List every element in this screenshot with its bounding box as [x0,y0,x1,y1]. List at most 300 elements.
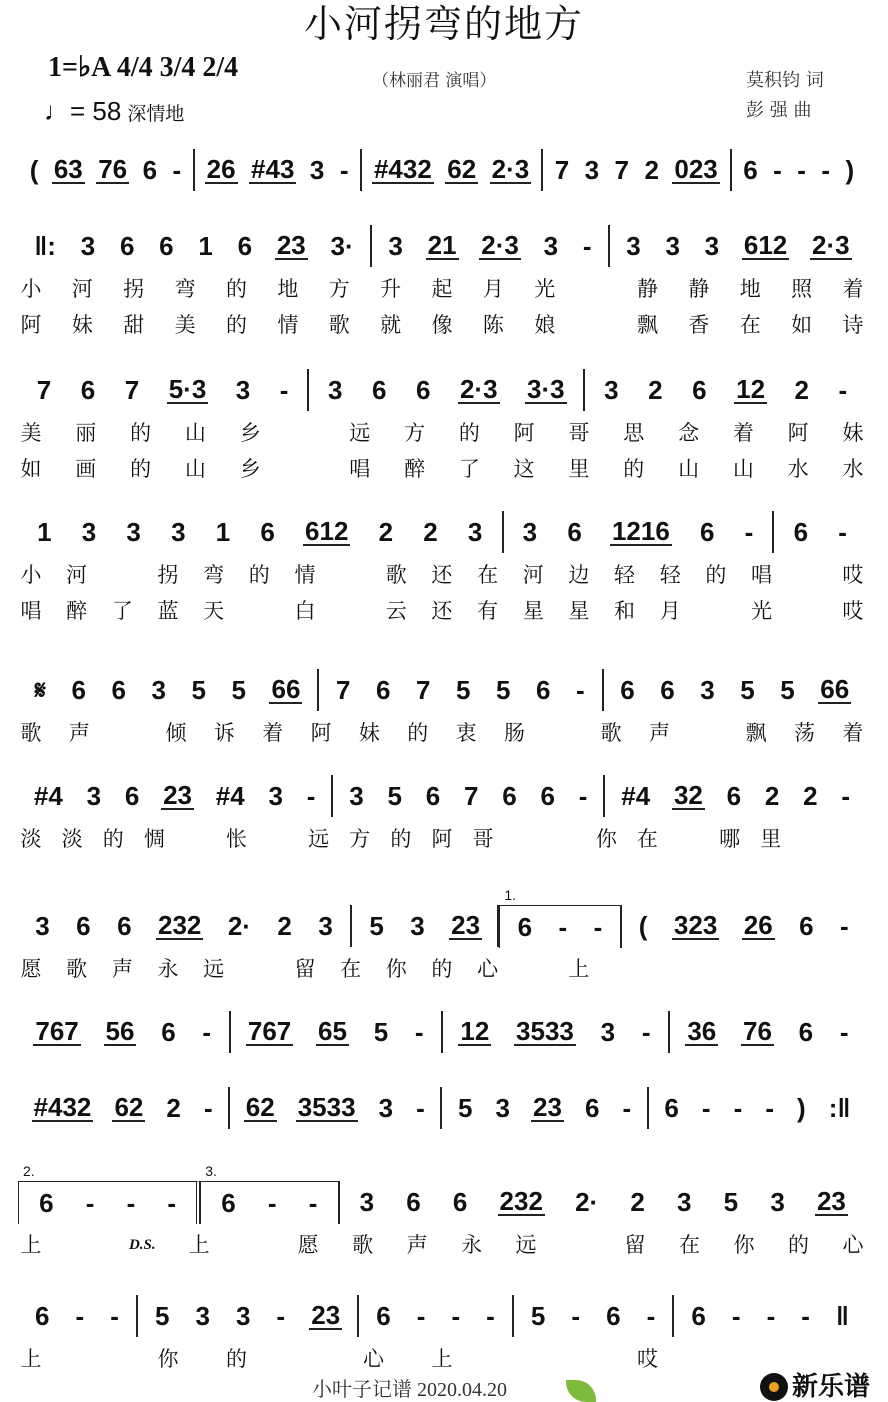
lyric-syllable [74,1230,96,1260]
lyric-syllable: 美 [174,313,196,337]
note: 3 [35,911,50,941]
lyric-syllable [697,718,719,748]
key-signature [48,52,238,84]
note: 6 [540,781,555,811]
note: 66 [820,674,850,704]
measure [18,369,309,411]
note: - [126,1187,136,1218]
lyric-syllable: 蓝 [157,599,179,623]
lyric-syllable: 里 [568,457,590,481]
lyric-syllable: 就 [380,313,402,337]
note: 6 [606,1301,621,1331]
note: 6 [376,1301,391,1331]
lyric-syllable: 上 [188,1233,210,1257]
measure [18,225,372,267]
lyric-syllable: 有 [477,599,499,623]
lyric-syllable [796,596,818,626]
note: - [765,1093,774,1123]
lyric-syllable: 的 [407,721,429,745]
measure [514,1295,674,1337]
note: 6 [517,911,533,942]
tempo-marking [44,96,184,130]
note: - [110,1301,119,1331]
lyric-syllable: 愿 [20,957,42,981]
lyric-syllable: 心 [842,1233,864,1257]
staff-system [18,1162,866,1260]
note: - [821,155,831,185]
measure [670,1011,866,1053]
lyric-syllable: 思 [623,421,645,445]
lyric-syllable: 上 [20,1233,42,1257]
note: 6 [161,1017,176,1047]
lyric-syllable: 阿 [513,421,535,445]
measure [309,369,585,411]
lyric-syllable: 起 [431,277,453,301]
notes-row [18,886,866,948]
note: 2 [794,375,810,405]
lyric-syllable: 拐 [157,563,179,587]
lyrics-row [18,560,866,590]
note: - [306,781,316,811]
lyric-syllable: 在 [636,827,658,851]
note: 5 [457,1093,473,1123]
lyrics-row [18,310,866,340]
lyric-syllable: 河 [71,277,93,301]
lyric-syllable: 河 [522,563,544,587]
note: #432 [373,154,432,184]
notes-row [18,668,866,712]
lyric-syllable [705,1344,727,1374]
lyrics-row [18,954,866,984]
lyric-syllable: 升 [380,277,402,301]
measure [674,1295,866,1337]
note: 1 [198,231,213,261]
note: - [451,1301,461,1331]
lyric-syllable: 歌 [328,313,350,337]
lyric-syllable [340,560,362,590]
lyric-syllable [614,954,636,984]
staff-system [18,510,866,626]
measure [362,149,543,191]
staff-system [18,774,866,854]
note: 2 [630,1187,645,1217]
lyric-syllable: 乡 [239,421,261,445]
lyrics-row [18,454,866,484]
lyric-syllable: 里 [760,827,782,851]
lyric-syllable: 光 [751,599,772,623]
note: 7 [416,675,431,705]
lyric-syllable: 歌 [66,957,88,981]
lyric-syllable: 阿 [431,827,453,851]
lyric-syllable: 乡 [239,457,261,481]
note: - [593,911,603,942]
lyrics-row [18,824,866,854]
note: 612 [305,516,349,546]
note: 6 [406,1187,421,1217]
lyric-syllable: 白 [294,599,316,623]
note: 3 [80,231,96,261]
note: #4 [621,781,651,811]
notes-row [18,148,866,192]
lyric-syllable: 着 [732,421,754,445]
lyric-syllable [705,596,727,626]
note: 36 [687,1016,717,1046]
lyric-syllable: 唱 [20,599,42,623]
lyric-syllable: 妹 [358,721,380,745]
time-signatures: 4/4 3/4 2/4 [116,52,239,83]
lyric-syllable: 山 [732,457,754,481]
note: 3 [86,781,102,811]
note: - [167,1187,177,1218]
note: 6 [111,675,126,705]
note: - [75,1301,85,1331]
note: 5 [231,675,246,705]
note: 3 [349,781,364,811]
note: 6 [452,1187,468,1217]
note: 3 [388,231,403,261]
lyric-syllable [751,954,773,984]
note: ‖: [34,231,56,261]
logo [760,1372,870,1402]
note: 7 [554,155,570,185]
note: 6 [567,517,582,547]
measure [138,1295,359,1337]
measure [585,369,866,411]
lyric-syllable: 歌 [385,563,407,587]
lyric-syllable [294,1344,316,1374]
note: - [733,1093,743,1123]
note: 6 [237,231,253,261]
lyric-syllable [248,596,270,626]
note: 5 [456,675,471,705]
lyric-syllable: 永 [461,1233,483,1257]
lyric-syllable: 愿 [297,1233,319,1257]
note: 62 [114,1092,144,1122]
lyric-syllable: 的 [226,1347,247,1371]
key: 1=♭A [48,52,110,83]
volta-bracket: 2. [23,1162,35,1179]
lyric-syllable: 的 [102,827,124,851]
lyric-syllable [267,824,289,854]
lyric-syllable: 情 [277,313,299,337]
lyric-syllable [111,560,133,590]
lyric-syllable: 香 [688,313,710,337]
measure [622,905,866,947]
note: 023 [674,154,718,184]
note: 3 [626,231,641,261]
lyric-syllable: 这 [513,457,535,481]
note: 612 [743,230,788,260]
note: 3 [309,155,325,185]
staff-system [18,368,866,484]
lyric-syllable: 了 [458,457,480,481]
note: ( [638,911,648,941]
note: 23 [816,1186,846,1216]
note: #432 [33,1092,92,1122]
measure [359,1295,514,1337]
note: 6 [584,1093,600,1123]
measure [442,1087,648,1129]
lyric-syllable [554,824,576,854]
note: 2 [423,517,438,547]
lyric-syllable: 陈 [482,313,504,337]
note: 5 [369,911,384,941]
note: 1 [37,517,52,547]
measure [352,905,499,947]
lyric-syllable: 淡 [20,827,42,851]
note: 7 [124,375,140,405]
lyric-syllable: 在 [739,313,761,337]
lyric-syllable: 着 [842,277,864,301]
note: - [838,517,847,547]
lyric-syllable [842,824,864,854]
expression: 深情地 [127,104,185,125]
lyric-syllable: 像 [431,313,453,337]
note: 5 [373,1017,389,1047]
note: 6 [119,231,135,261]
note: 6 [799,911,814,941]
lyric-syllable [585,310,607,340]
measure [333,775,605,817]
lyric-syllable: 着 [842,721,864,745]
lyric-syllable: 星 [522,599,544,623]
notes-row [18,368,866,412]
note: 1 [215,517,231,547]
lyric-syllable: 山 [184,421,206,445]
note: - [414,1017,424,1047]
note: 23 [276,230,306,260]
note: - [202,1017,212,1047]
lyric-syllable: 你 [733,1233,755,1257]
lyric-syllable [184,824,206,854]
lyric-syllable: 河 [66,563,88,587]
note: 6 [80,375,96,405]
lyric-syllable: 哥 [568,421,590,445]
notes-row [18,1162,866,1224]
note: 2·3 [481,230,519,260]
note: 6 [371,375,387,405]
note: - [622,1093,632,1123]
lyric-syllable: 月 [482,277,504,301]
note: 3 [171,517,186,547]
lyric-syllable [570,1230,592,1260]
note: 3 [195,1301,210,1331]
measure [443,1011,670,1053]
lyric-syllable [552,718,574,748]
note: 12 [460,1016,490,1046]
note: 6 [39,1187,54,1218]
note: #4 [215,781,245,811]
notes-row [18,1010,866,1054]
lyric-syllable: 在 [340,957,362,981]
note: 26 [743,910,773,940]
lyric-syllable: 衷 [455,721,477,745]
notes-row [18,1086,866,1130]
lyric-syllable [294,418,316,448]
note: 2 [648,375,663,405]
lyric-syllable: 醉 [66,599,88,623]
lyric-syllable: 的 [623,457,645,481]
note: 3 [378,1093,394,1123]
lyric-syllable [340,596,362,626]
note: 12 [736,374,766,404]
note: - [578,781,588,811]
measure [18,149,195,191]
note: #43 [251,154,295,184]
lyric-syllable: 淡 [61,827,83,851]
note: 6 [260,517,275,547]
lyric-syllable: 歌 [352,1233,374,1257]
lyric-syllable [568,1344,590,1374]
note: 3·3 [527,374,565,404]
lyric-syllable: 边 [568,563,590,587]
lyric-syllable: 山 [184,457,206,481]
note: 6 [743,155,758,185]
note: - [766,1301,776,1331]
lyric-syllable: 的 [130,421,152,445]
lyric-syllable: 哎 [637,1347,658,1371]
lyric-syllable: 月 [659,599,681,623]
lyric-syllable [522,954,544,984]
lyric-syllable [678,824,700,854]
note: - [841,781,851,811]
lyric-syllable: 妹 [842,421,864,445]
note: 5 [154,1301,170,1331]
lyric-syllable: 妹 [71,313,93,337]
lyric-syllable: 的 [248,563,270,587]
lyric-syllable: 声 [68,721,90,745]
measure [18,669,319,711]
lyric-syllable: 飘 [745,721,767,745]
lyrics-row [18,718,866,748]
lyric-syllable: 画 [75,457,97,481]
note: 𝄋 [34,675,46,705]
lyric-syllable [89,1344,111,1374]
note: 3 [151,675,166,705]
lyric-syllable: 心 [363,1347,384,1371]
lyric-syllable: 上 [431,1347,453,1371]
note: 7 [336,675,351,705]
note: 6 [117,911,132,941]
lyric-syllable: 的 [130,457,152,481]
note: 3 [584,155,600,185]
note: 3 [770,1187,785,1217]
note: :‖ [828,1093,851,1123]
note: 5·3 [168,374,207,404]
note: 23 [163,780,193,810]
note: 3 [677,1187,692,1217]
lyrics-row [18,1344,866,1374]
credits [746,66,824,126]
lyric-syllable: 远 [515,1233,537,1257]
note: - [840,911,849,941]
note: 6 [221,1187,236,1218]
lyric-syllable: 远 [308,827,330,851]
lyric-syllable: 照 [791,277,813,301]
lyric-syllable: 歌 [600,721,622,745]
tempo: ♩= 58 [44,96,122,126]
measure [18,905,352,947]
lyric-syllable: 方 [404,421,426,445]
note: 5 [191,675,206,705]
measure [195,149,362,191]
lyric-syllable: 心 [477,957,499,981]
note: - [797,155,806,185]
lyricist: 莫积钧 词 [746,70,824,91]
measure [649,1087,866,1129]
note: - [701,1093,711,1123]
note: - [571,1301,581,1331]
note: - [203,1093,213,1123]
notes-row [18,1294,866,1338]
note: 5 [780,675,795,705]
lyric-syllable: 和 [614,599,636,623]
lyric-syllable: 美 [20,421,42,445]
note: 6 [425,781,441,811]
volta-bracket: 3. [205,1162,217,1179]
measure [774,511,866,553]
note: 3 [704,231,720,261]
note: 6 [502,781,517,811]
note: 2 [644,155,659,185]
lyric-syllable [243,1230,265,1260]
note: 76 [98,154,128,184]
measure [18,1162,200,1224]
lyrics-row [18,274,866,304]
note: - [731,1301,741,1331]
note: 6 [691,1301,706,1331]
lyric-syllable: 留 [294,957,316,981]
note: - [558,911,568,942]
lyrics-row [18,596,866,626]
note: - [276,1301,286,1331]
note: 6 [536,675,551,705]
note: 5 [723,1187,739,1217]
lyric-syllable: 怅 [225,827,247,851]
staff-system [18,1010,866,1054]
note: ‖ [836,1301,849,1331]
lyric-syllable: 的 [390,827,412,851]
note: 56 [105,1016,135,1046]
lyric-syllable: 的 [226,313,247,337]
note: 26 [206,154,236,184]
note: - [308,1187,318,1218]
note: 62 [245,1092,275,1122]
lyric-syllable: 哪 [719,827,741,851]
note: 2·3 [812,230,850,260]
note: 5 [740,675,755,705]
note: 6 [415,375,431,405]
measure [504,511,775,553]
measure [319,669,603,711]
lyric-syllable [796,954,818,984]
lyric-syllable: 肠 [503,721,525,745]
lyric-syllable: 还 [431,599,453,623]
lyric-syllable: 醉 [404,457,426,481]
lyric-syllable [774,1344,796,1374]
lyric-syllable: 远 [349,421,371,445]
staff-system [18,1086,866,1130]
note: 1216 [611,516,670,546]
lyrics-row [18,418,866,448]
lyric-syllable: 丽 [75,421,97,445]
measure [18,1295,138,1337]
lyric-syllable: 你 [595,827,617,851]
note: 76 [743,1016,772,1046]
note: - [267,1187,277,1218]
staff-system [18,668,866,748]
lyric-syllable: 方 [328,277,350,301]
